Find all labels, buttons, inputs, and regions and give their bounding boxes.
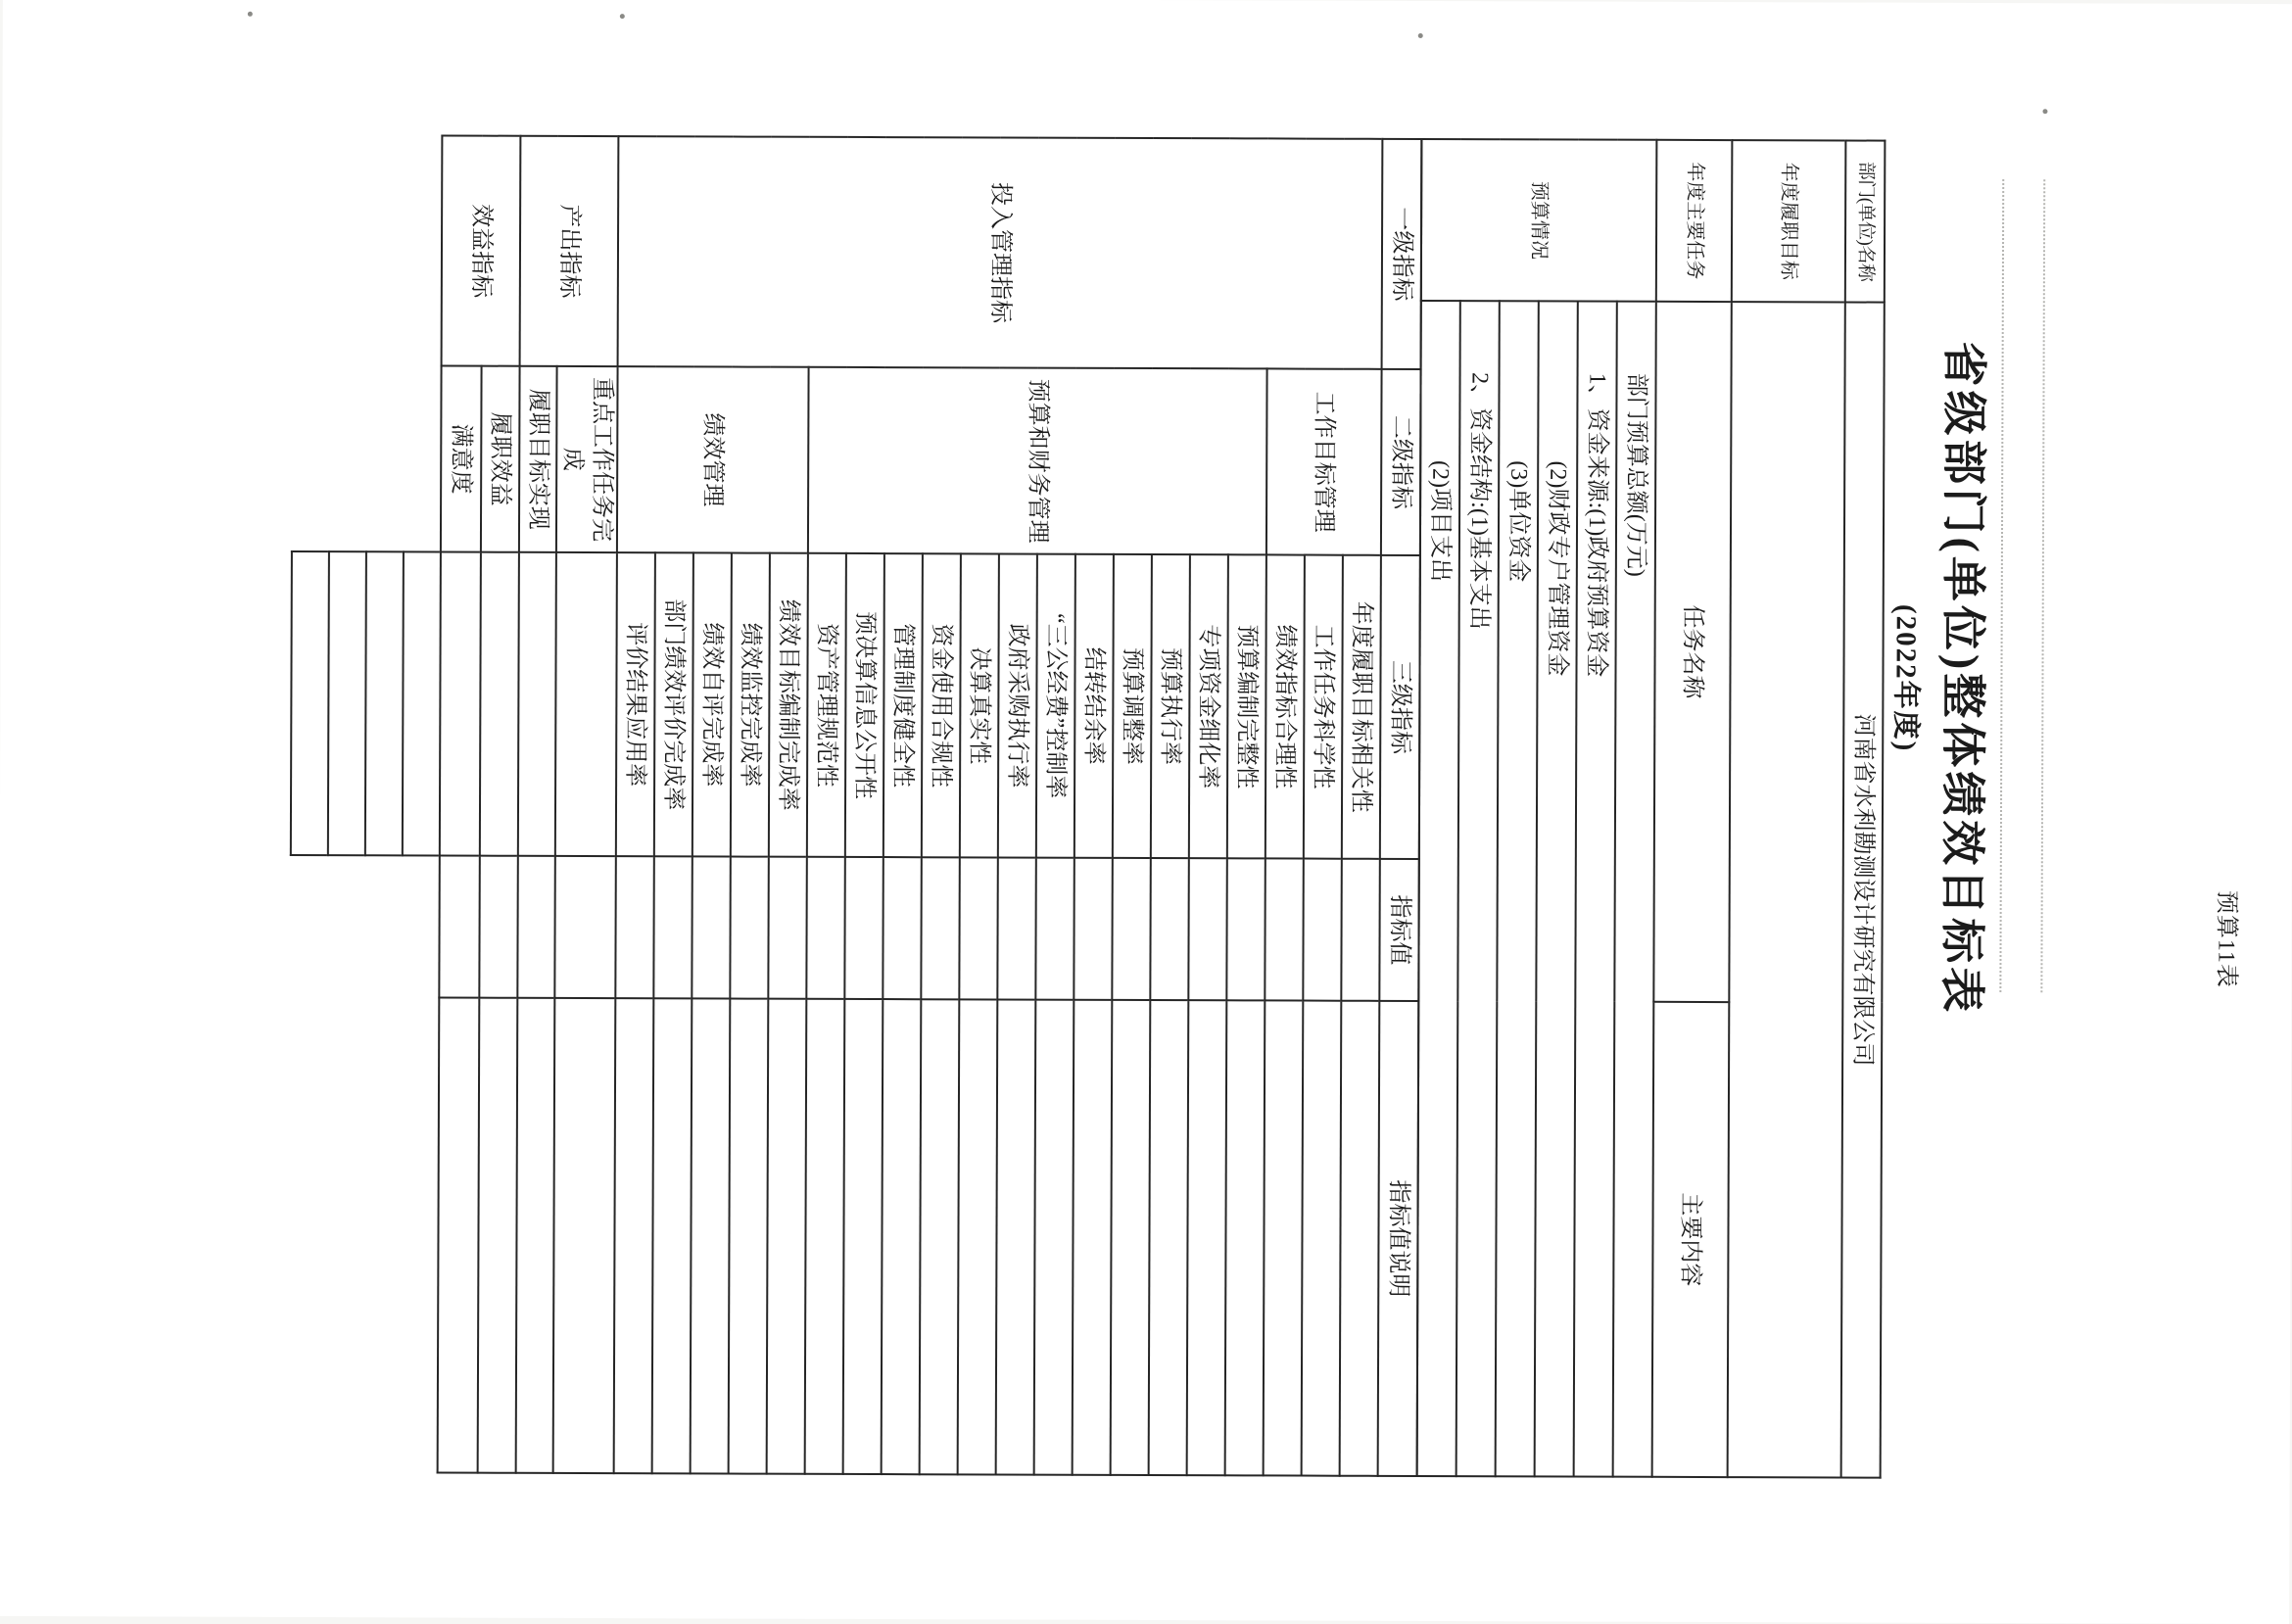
level3-item: 专项资金细化率 xyxy=(1189,554,1228,858)
header-level2: 二级指标 xyxy=(1381,369,1421,555)
ghost-cell xyxy=(329,135,367,551)
indicator-value-cell xyxy=(479,856,518,998)
level3-empty-cell xyxy=(555,552,617,856)
level3-item: 资金使用合规性 xyxy=(922,553,961,857)
indicator-value-cell xyxy=(1303,859,1342,1001)
level1-benefit-indicators: 效益指标 xyxy=(442,135,521,365)
level3-item: 绩效指标合理性 xyxy=(1265,554,1305,858)
indicator-note-cell xyxy=(553,998,616,1473)
dept-name-label: 部门(单位)名称 xyxy=(1845,140,1886,302)
ghost-cell xyxy=(366,135,405,551)
level3-empty-cell xyxy=(518,552,556,856)
ghost-cell xyxy=(401,855,440,1472)
budget-section-label: 预算情况 xyxy=(1421,139,1657,302)
indicator-value-cell xyxy=(1265,858,1304,1000)
indicator-value-cell xyxy=(517,856,555,998)
scan-artifact-dotted-line xyxy=(2040,179,2045,992)
indicator-value-cell xyxy=(768,857,807,999)
indicator-note-cell xyxy=(1073,1000,1113,1475)
level3-empty-cell xyxy=(440,551,481,855)
level2-satisfaction: 满意度 xyxy=(441,365,482,551)
level3-item: 绩效自评完成率 xyxy=(692,552,732,856)
header-value: 指标值 xyxy=(1379,859,1419,1001)
indicator-note-cell xyxy=(478,998,518,1473)
indicator-value-cell xyxy=(959,857,998,999)
budget-row-project-expense: (2)项目支出 xyxy=(1417,301,1460,1476)
level3-item: 评价结果应用率 xyxy=(616,552,655,856)
ghost-cell xyxy=(326,855,365,1472)
level3-item: 绩效目标编制完成率 xyxy=(769,553,808,857)
indicator-note-cell xyxy=(1111,1000,1151,1475)
level2-performance-management: 绩效管理 xyxy=(617,366,809,553)
indicator-value-cell xyxy=(653,856,692,998)
level3-item: 资产管理规范性 xyxy=(807,553,846,857)
indicator-value-cell xyxy=(997,857,1036,999)
indicator-note-cell xyxy=(1187,1000,1227,1475)
indicator-note-cell xyxy=(516,998,555,1473)
indicator-note-cell xyxy=(652,998,692,1473)
indicator-note-cell xyxy=(1264,1000,1304,1475)
annual-task-label: 年度主要任务 xyxy=(1656,140,1733,302)
info-table xyxy=(1416,138,1886,1479)
dept-name-value: 河南省水利勘测设计研究有限公司 xyxy=(1841,302,1885,1477)
page-subtitle: (2022年度) xyxy=(1889,603,1922,753)
level1-output-indicators: 产出指标 xyxy=(520,136,619,366)
extra-empty-cell xyxy=(291,551,329,855)
page-title: 省级部门(单位)整体绩效目标表 xyxy=(1936,341,1989,1017)
budget-row-structure: 2、资金结构:(1)基本支出 xyxy=(1456,301,1500,1476)
level3-item: 管理制度健全性 xyxy=(883,553,923,857)
indicator-note-cell xyxy=(843,999,883,1474)
annual-goal-label: 年度履职目标 xyxy=(1732,140,1846,302)
form-number-label: 预算11表 xyxy=(2213,889,2239,989)
level3-item: 年度履职目标相关性 xyxy=(1342,555,1381,859)
indicator-note-cell xyxy=(1302,1001,1342,1476)
performance-target-table xyxy=(288,134,1886,1479)
budget-row-total: 部门预算总额(万元) xyxy=(1613,302,1656,1477)
level2-work-goal-management: 工作目标管理 xyxy=(1266,368,1382,554)
indicator-value-cell xyxy=(883,857,922,999)
indicator-note-cell xyxy=(1340,1001,1380,1476)
indicator-note-cell xyxy=(882,999,922,1474)
indicator-note-cell xyxy=(729,999,769,1474)
scan-speck xyxy=(2042,109,2047,114)
indicator-note-cell xyxy=(691,998,731,1473)
ghost-cell xyxy=(363,855,403,1472)
level3-item: 工作任务科学性 xyxy=(1304,555,1343,859)
level3-item: 部门绩效评价完成率 xyxy=(654,552,693,856)
indicator-note-cell xyxy=(1034,1000,1074,1475)
ghost-cell xyxy=(289,855,328,1472)
indicator-value-cell xyxy=(1112,858,1151,1000)
indicator-table xyxy=(288,134,1423,1477)
budget-row-source: 1、资金来源:(1)政府预算资金 xyxy=(1574,302,1617,1477)
level3-item: 结转结余率 xyxy=(1074,554,1114,858)
extra-empty-cell xyxy=(328,551,366,855)
indicator-value-cell xyxy=(1188,858,1227,1000)
annual-goal-value-cell xyxy=(1728,302,1845,1477)
indicator-value-cell xyxy=(921,857,960,999)
indicator-note-cell xyxy=(438,997,480,1472)
level3-item: 绩效监控完成率 xyxy=(731,553,770,857)
task-content-header: 主要内容 xyxy=(1652,1002,1730,1477)
indicator-value-cell xyxy=(554,856,616,998)
indicator-note-cell xyxy=(614,998,654,1473)
level2-budget-finance-management: 预算和财务管理 xyxy=(808,367,1267,555)
indicator-value-cell xyxy=(692,856,731,998)
level3-empty-cell xyxy=(480,552,519,856)
indicator-value-cell xyxy=(730,857,769,999)
indicator-value-cell xyxy=(1074,858,1113,1000)
header-level1: 一级指标 xyxy=(1382,139,1422,369)
extra-empty-cell xyxy=(403,551,441,855)
budget-row-unit-funds: (3)单位资金 xyxy=(1496,301,1539,1476)
scan-speck xyxy=(1418,33,1423,38)
indicator-note-cell xyxy=(1225,1000,1265,1475)
level3-item: 预算执行率 xyxy=(1151,554,1190,858)
level3-item: “三公经费”控制率 xyxy=(1036,554,1075,858)
level3-item: 政府采购执行率 xyxy=(998,553,1037,857)
level3-item: 预算调整率 xyxy=(1113,554,1152,858)
level3-item: 决算真实性 xyxy=(960,553,999,857)
indicator-note-cell xyxy=(1149,1000,1189,1475)
task-name-header: 任务名称 xyxy=(1653,302,1731,1002)
level3-item: 预算编制完整性 xyxy=(1227,554,1266,858)
indicator-value-cell xyxy=(844,857,883,999)
level2-duty-benefit: 履职效益 xyxy=(481,366,520,552)
indicator-note-cell xyxy=(805,999,845,1474)
indicator-value-cell xyxy=(1341,859,1380,1001)
budget-row-fiscal-account: (2)财政专户管理资金 xyxy=(1535,301,1578,1476)
level2-key-task-completion: 重点工作任务完成 xyxy=(556,366,618,552)
scan-artifact-dotted-line xyxy=(1999,179,2004,992)
indicator-value-cell xyxy=(615,856,654,998)
level2-duty-goal-realization: 履职目标实现 xyxy=(519,366,557,552)
indicator-note-cell xyxy=(767,999,807,1474)
indicator-note-cell xyxy=(996,999,1036,1474)
ghost-cell xyxy=(292,135,330,551)
level3-item: 预决算信息公开性 xyxy=(845,553,884,857)
scan-speck xyxy=(620,14,625,19)
indicator-value-cell xyxy=(1150,858,1189,1000)
level1-input-management: 投入管理指标 xyxy=(618,136,1383,369)
extra-empty-cell xyxy=(365,551,404,855)
indicator-value-cell xyxy=(806,857,845,999)
indicator-value-cell xyxy=(439,855,480,997)
scan-speck xyxy=(248,12,253,17)
indicator-note-cell xyxy=(958,999,998,1474)
indicator-value-cell xyxy=(1226,858,1265,1000)
indicator-note-cell xyxy=(920,999,960,1474)
ghost-cell xyxy=(404,135,442,551)
header-level3: 三级指标 xyxy=(1380,555,1420,859)
indicator-value-cell xyxy=(1035,858,1074,1000)
header-value-note: 指标值说明 xyxy=(1378,1001,1419,1476)
